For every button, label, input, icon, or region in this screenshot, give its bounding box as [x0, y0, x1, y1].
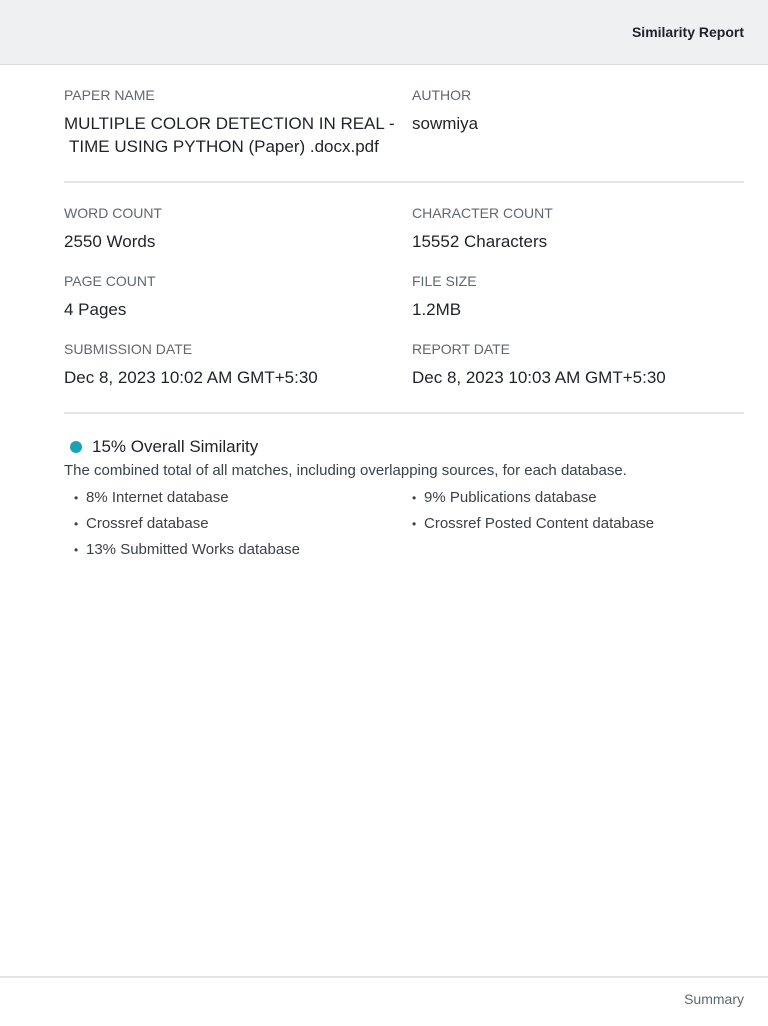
submission-date-label: SUBMISSION DATE: [64, 341, 193, 357]
similarity-description: The combined total of all matches, including overlapping sources, for each database.: [64, 462, 627, 479]
paper-name-label: PAPER NAME: [64, 87, 155, 103]
word-count-label: WORD COUNT: [64, 205, 162, 221]
bullet-icon: •: [412, 517, 417, 531]
bullet-icon: •: [74, 491, 79, 505]
author-value: sowmiya: [412, 114, 479, 133]
database-item: [412, 485, 744, 511]
database-item-label: 13% Submitted Works database: [86, 541, 301, 558]
similarity-dot-icon: [70, 441, 82, 453]
report-header: [0, 0, 768, 65]
count-row: [64, 205, 744, 253]
file-size-label: FILE SIZE: [412, 273, 477, 289]
character-count-value: 15552 Characters: [412, 232, 548, 251]
database-item: [412, 511, 744, 537]
submission-date-block: [64, 341, 412, 389]
size-row: [64, 273, 744, 321]
footer-summary-label: Summary: [684, 991, 744, 1007]
file-size-block: [412, 273, 744, 321]
database-item: [74, 537, 412, 563]
character-count-block: [412, 205, 744, 253]
date-row: [64, 341, 744, 389]
report-date-block: [412, 341, 744, 389]
page-count-label: PAGE COUNT: [64, 273, 156, 289]
database-item-label: 8% Internet database: [86, 489, 229, 506]
page-count-block: [64, 273, 412, 321]
similarity-title: 15% Overall Similarity: [92, 437, 259, 456]
bullet-icon: •: [74, 543, 79, 557]
database-list-right: [412, 485, 744, 563]
divider: [64, 412, 744, 414]
submission-date-value: Dec 8, 2023 10:02 AM GMT+5:30: [64, 368, 318, 387]
report-date-value: Dec 8, 2023 10:03 AM GMT+5:30: [412, 368, 666, 387]
paper-name-value: [64, 112, 412, 158]
divider: [64, 181, 744, 183]
database-item-label: Crossref database: [86, 515, 209, 532]
character-count-label: CHARACTER COUNT: [412, 205, 553, 221]
report-date-label: REPORT DATE: [412, 341, 511, 357]
paper-name-line-2: TIME USING PYTHON (Paper) .docx.pdf: [69, 137, 379, 156]
report-footer: [0, 976, 768, 1026]
database-item: [74, 485, 412, 511]
author-label: AUTHOR: [412, 87, 472, 103]
report-content: [64, 65, 744, 563]
database-item-label: Crossref Posted Content database: [424, 515, 655, 532]
database-item-label: 9% Publications database: [424, 489, 597, 506]
report-title: Similarity Report: [631, 24, 744, 40]
author-block: [412, 87, 744, 158]
similarity-header: [70, 437, 744, 457]
word-count-block: [64, 205, 412, 253]
database-list: [64, 485, 744, 563]
paper-info-row: [64, 87, 744, 158]
bullet-icon: •: [74, 517, 79, 531]
database-item: [74, 511, 412, 537]
bullet-icon: •: [412, 491, 417, 505]
paper-name-line-1: MULTIPLE COLOR DETECTION IN REAL -: [64, 114, 395, 133]
word-count-value: 2550 Words: [64, 232, 156, 251]
paper-name-block: [64, 87, 412, 158]
database-list-left: [64, 485, 412, 563]
page-count-value: 4 Pages: [64, 300, 127, 319]
file-size-value: 1.2MB: [412, 300, 462, 319]
